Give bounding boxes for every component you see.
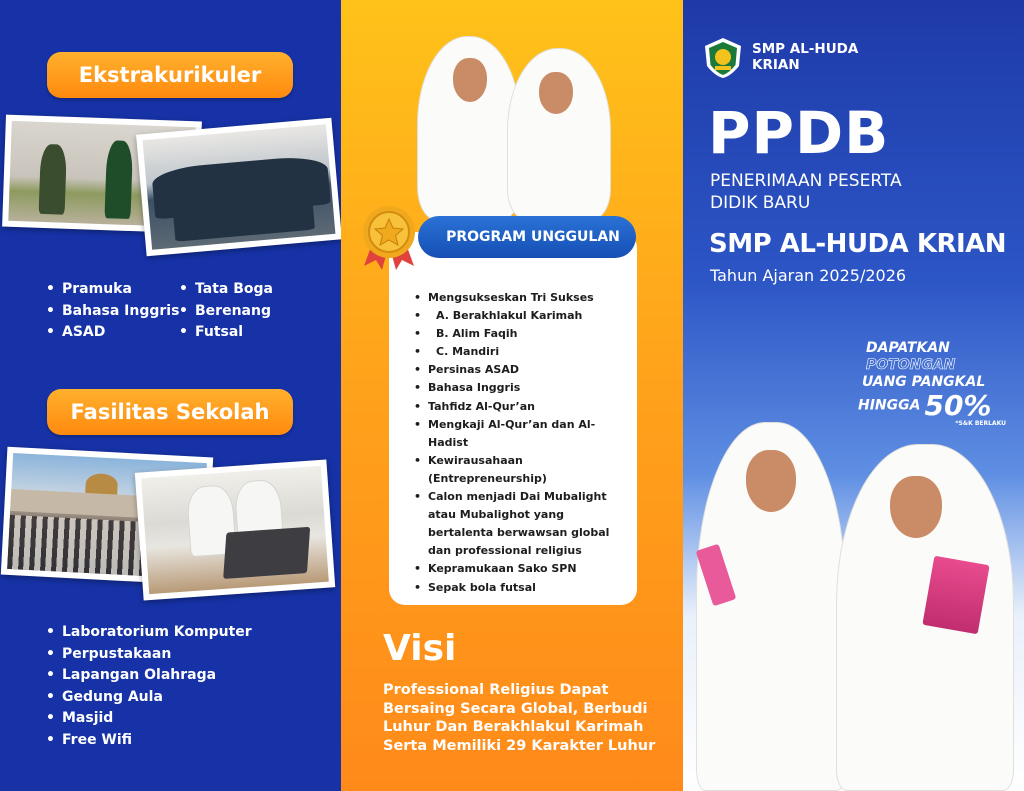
visi-text: Professional Religius Dapat Bersaing Secara Global, Berbudi Luhur Dan Berakhlakul Karimah Serta Memiliki 29 Karakter Luhur (383, 682, 656, 754)
futsal-team-photo (136, 118, 342, 257)
medal-icon (356, 204, 422, 270)
extracurricular-title: Ekstrakurikuler (47, 52, 293, 98)
school-name: SMP AL-HUDA KRIAN (709, 229, 1007, 259)
terms-note: *S&K BERLAKU (955, 419, 1006, 427)
students-photo-top (415, 30, 615, 220)
ppdb-subtitle: PENERIMAAN PESERTA DIDIK BARU (710, 171, 902, 213)
promo-line: POTONGAN (866, 357, 956, 373)
list-item: • Kepramukaan Sako SPN (414, 560, 624, 578)
extracurricular-list-left (46, 279, 179, 344)
list-item: • Berenang (179, 301, 273, 323)
list-item: • C. Mandiri (414, 343, 624, 361)
list-item: • Sepak bola futsal (414, 579, 624, 597)
logo-school-name: SMP AL-HUDA KRIAN (752, 41, 859, 73)
list-item: • Tata Boga (179, 279, 273, 301)
discount-promo (858, 340, 1008, 428)
list-item: • Mengsukseskan Tri Sukses (414, 289, 624, 307)
students-photo-bottom (690, 418, 1020, 791)
book-right (922, 556, 989, 635)
list-item: • Perpustakaan (46, 644, 252, 666)
promo-line: HINGGA 50% (858, 388, 992, 422)
list-item: • Calon menjadi Dai Mubalight atau Mubalighot yang bertalenta berwawsan global dan professional religius (414, 488, 624, 560)
list-item: • Mengkaji Al-Qur’an dan Al-Hadist (414, 416, 624, 452)
list-item: • Lapangan Olahraga (46, 665, 252, 687)
visi-title: Visi (383, 628, 457, 669)
list-item: • B. Alim Faqih (414, 325, 624, 343)
list-item: • Free Wifi (46, 730, 252, 752)
facilities-title: Fasilitas Sekolah (47, 389, 293, 435)
academic-year: Tahun Ajaran 2025/2026 (710, 266, 907, 285)
list-item: • Tahfidz Al-Qur’an (414, 398, 624, 416)
program-list (414, 289, 624, 597)
list-item: • Futsal (179, 322, 273, 344)
promo-line: UANG PANGKAL (862, 374, 986, 390)
facilities-list (46, 622, 252, 751)
ppdb-headline: PPDB (708, 99, 890, 167)
extracurricular-list-right (179, 279, 273, 344)
list-item: • Masjid (46, 708, 252, 730)
computer-lab-photo (135, 459, 335, 600)
list-item: • ASAD (46, 322, 179, 344)
list-item: • Persinas ASAD (414, 361, 624, 379)
list-item: • Bahasa Inggris (414, 379, 624, 397)
program-title: PROGRAM UNGGULAN (418, 216, 636, 258)
promo-line: DAPATKAN (866, 340, 950, 356)
list-item: • Bahasa Inggris (46, 301, 179, 323)
list-item: • Gedung Aula (46, 687, 252, 709)
discount-value: 50% (924, 388, 992, 422)
list-item: • A. Berakhlakul Karimah (414, 307, 624, 325)
list-item: • Laboratorium Komputer (46, 622, 252, 644)
school-logo-icon (701, 36, 745, 80)
list-item: • Pramuka (46, 279, 179, 301)
list-item: • Kewirausahaan (Entrepreneurship) (414, 452, 624, 488)
